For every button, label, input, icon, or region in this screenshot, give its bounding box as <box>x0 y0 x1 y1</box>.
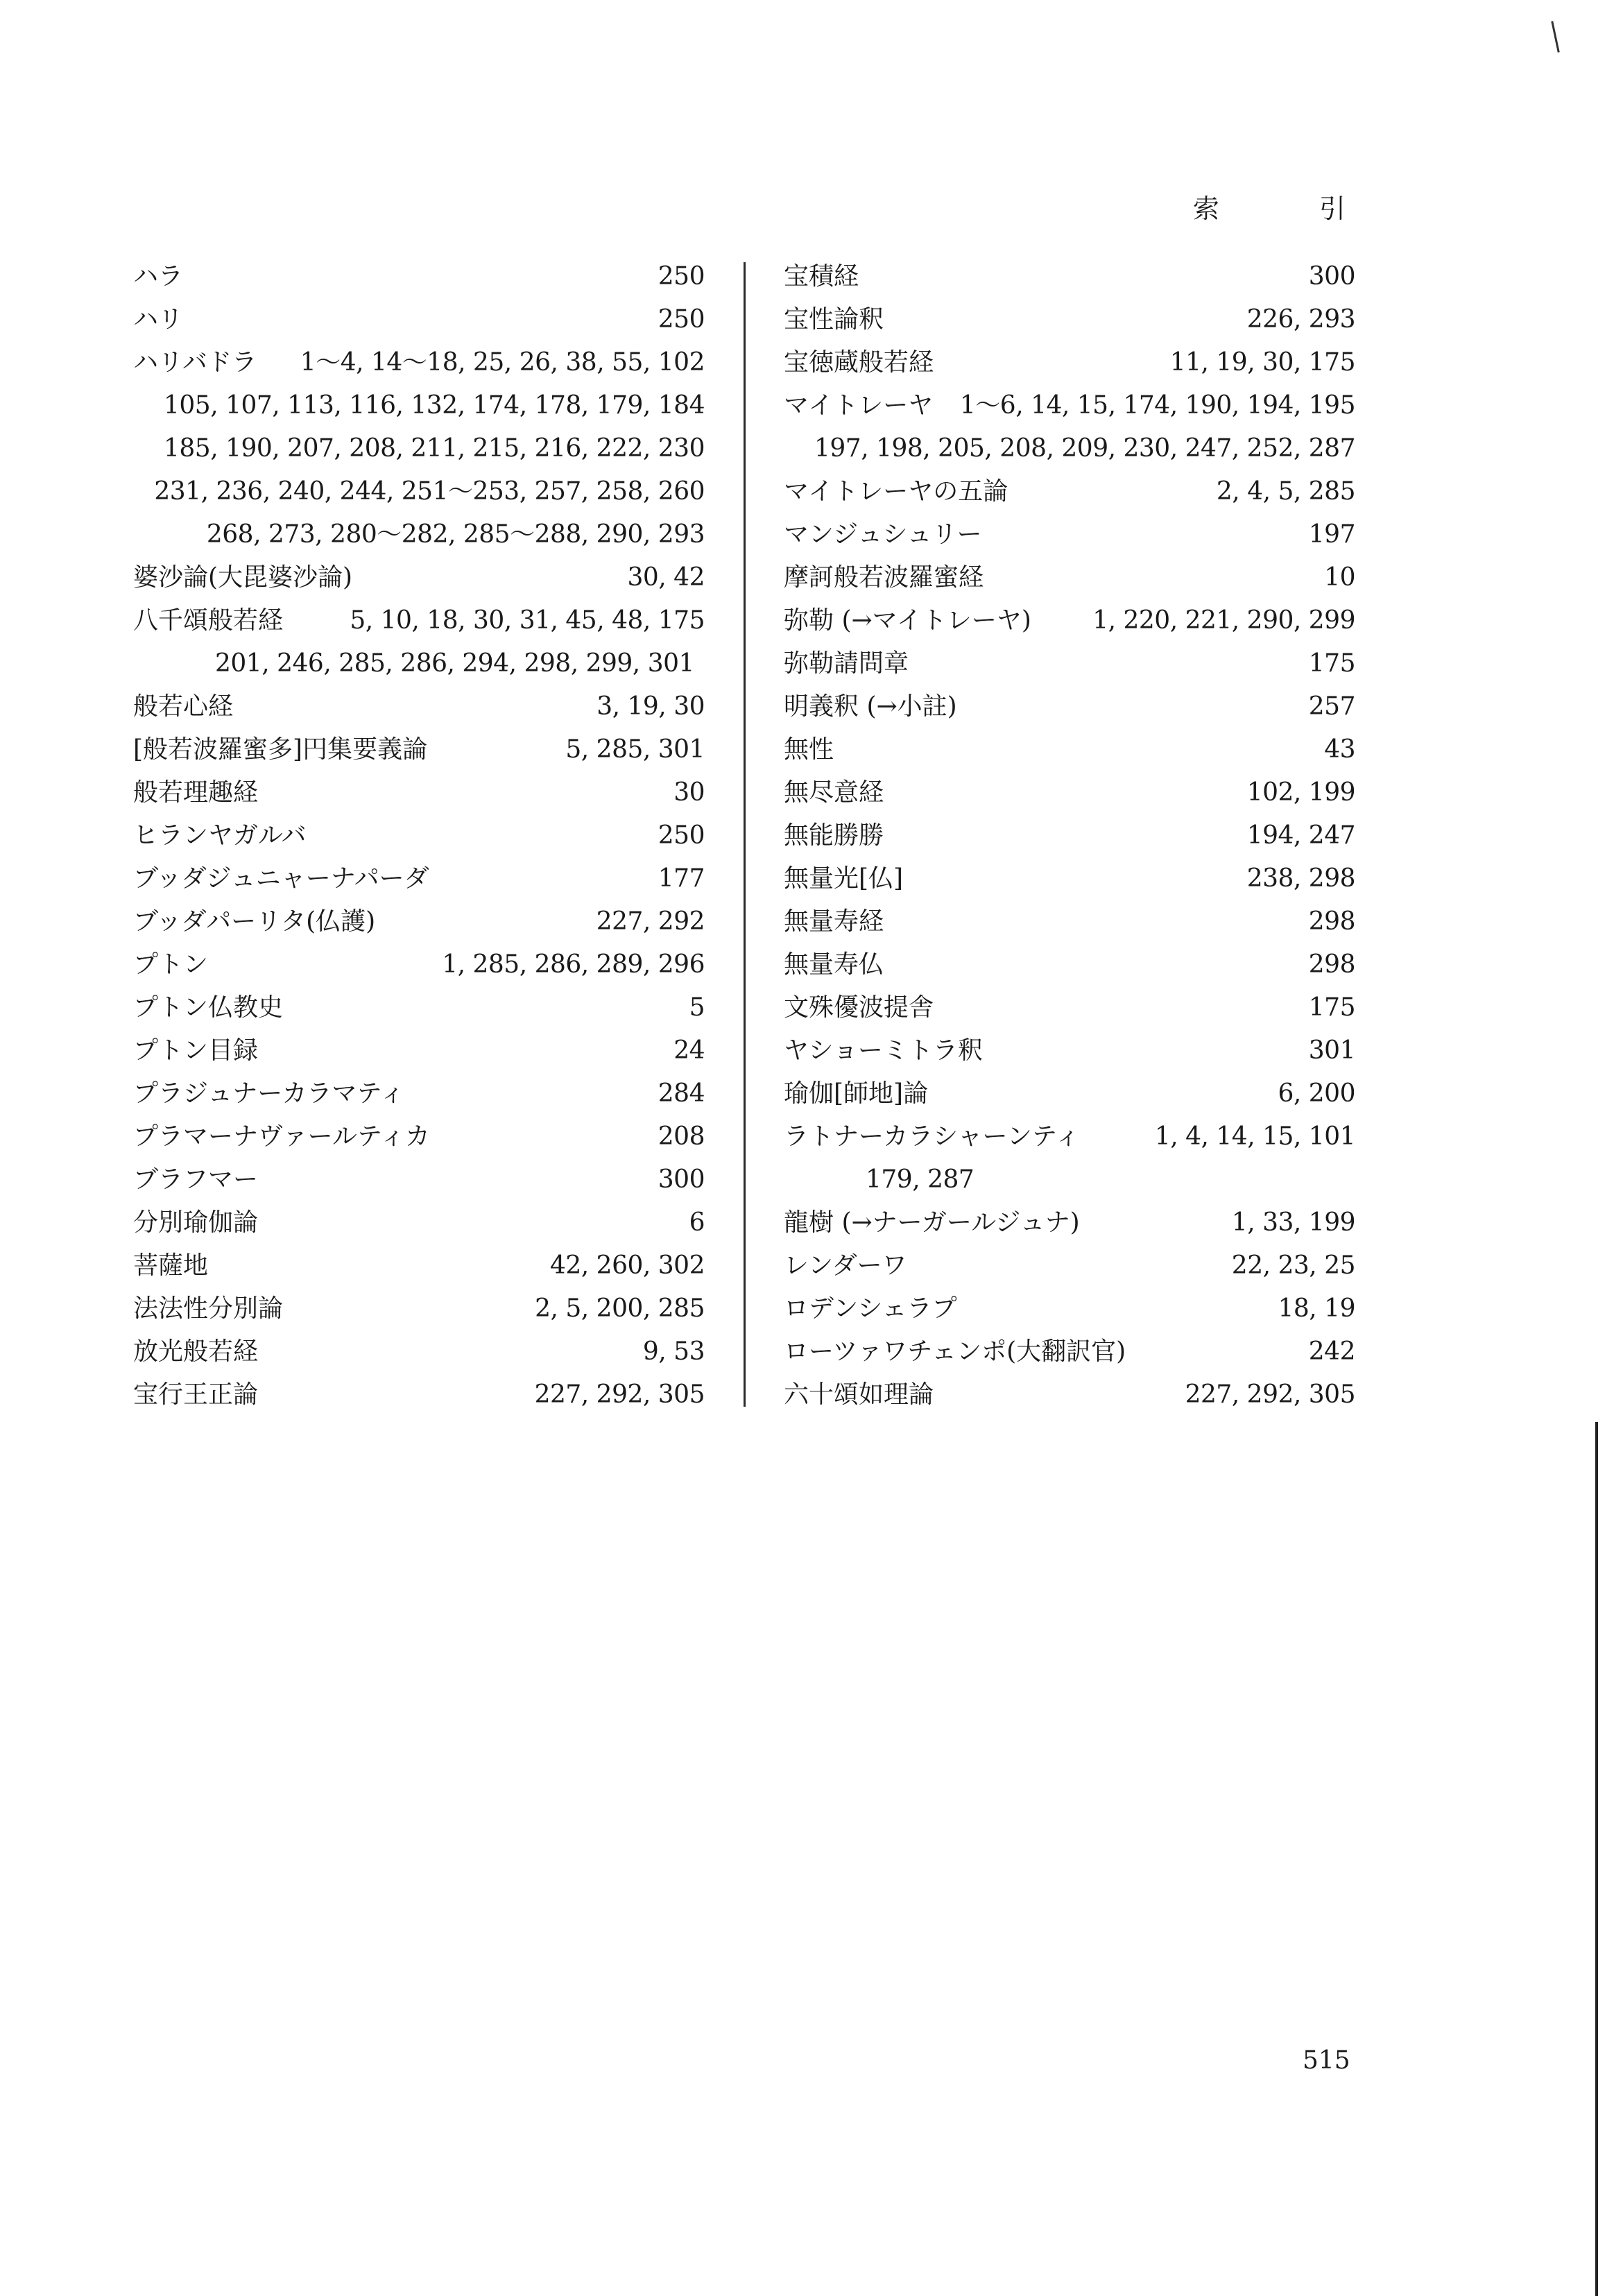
index-pages: 5, 285, 301 <box>565 735 705 764</box>
index-entry <box>133 1373 705 1416</box>
index-pages: 3, 19, 30 <box>596 692 705 721</box>
scan-mark <box>1551 21 1559 53</box>
index-pages: 6, 200 <box>1278 1079 1355 1108</box>
index-term: ハリバドラ <box>133 348 257 377</box>
index-entry <box>784 1330 1355 1373</box>
index-term: [般若波羅蜜多]円集要義論 <box>133 735 428 764</box>
index-term: 無尽意経 <box>784 778 884 807</box>
index-term: 摩訶般若波羅蜜経 <box>784 563 984 592</box>
index-pages: 5 <box>689 993 705 1022</box>
index-pages: 1～6, 14, 15, 174, 190, 194, 195 <box>959 391 1355 420</box>
page-title-char-2: 引 <box>1319 194 1346 224</box>
index-pages: 301 <box>1308 1036 1355 1065</box>
index-term: ヒランヤガルバ <box>133 821 307 850</box>
index-pages: 1～4, 14～18, 25, 26, 38, 55, 102 <box>300 348 705 377</box>
index-entry <box>133 1244 705 1287</box>
column-divider <box>744 262 746 1407</box>
index-entry <box>784 900 1355 943</box>
index-entry <box>784 341 1355 384</box>
index-pages: 208 <box>658 1122 705 1151</box>
index-term: 分別瑜伽論 <box>133 1208 259 1237</box>
index-term: 般若心経 <box>133 692 234 721</box>
index-term: 菩薩地 <box>133 1251 209 1280</box>
index-term: ハリ <box>133 305 184 334</box>
index-pages-continued: 185, 190, 207, 208, 211, 215, 216, 222, 230 <box>163 434 705 463</box>
index-entry <box>133 513 705 556</box>
index-pages-continued: 179, 287 <box>866 1165 974 1194</box>
index-pages: 30, 42 <box>627 563 705 592</box>
index-entry <box>133 771 705 814</box>
index-entry <box>784 1201 1355 1244</box>
index-pages-continued: 201, 246, 285, 286, 294, 298, 299, 301 <box>215 649 694 678</box>
index-entry <box>133 1115 705 1158</box>
index-pages: 18, 19 <box>1278 1294 1355 1323</box>
index-pages: 2, 5, 200, 285 <box>535 1294 705 1323</box>
index-pages: 42, 260, 302 <box>549 1251 705 1280</box>
index-entry <box>784 599 1355 642</box>
index-term: レンダーワ <box>784 1251 907 1280</box>
index-entry <box>133 1330 705 1373</box>
index-pages: 238, 298 <box>1246 864 1355 893</box>
index-pages: 1, 33, 199 <box>1231 1208 1355 1237</box>
index-term: ラトナーカラシャーンティ <box>784 1122 1080 1151</box>
index-entry <box>784 427 1355 470</box>
index-term: 宝性論釈 <box>784 305 884 334</box>
index-term: 無量光[仏] <box>784 864 904 893</box>
index-term: 宝積経 <box>784 262 859 291</box>
index-pages: 102, 199 <box>1246 778 1355 807</box>
index-pages: 250 <box>658 305 705 334</box>
index-pages: 227, 292, 305 <box>534 1380 705 1409</box>
index-term: 六十頌如理論 <box>784 1380 934 1409</box>
index-pages: 250 <box>658 262 705 291</box>
index-term: マンジュシュリー <box>784 520 982 549</box>
index-entry <box>133 1029 705 1072</box>
index-pages: 10 <box>1324 563 1355 592</box>
index-term: 法法性分別論 <box>133 1294 284 1323</box>
index-entry <box>784 1373 1355 1416</box>
index-entry <box>784 642 1355 685</box>
index-pages: 22, 23, 25 <box>1231 1251 1355 1280</box>
index-term: 無能勝勝 <box>784 821 884 850</box>
index-entry <box>133 685 705 728</box>
index-entry <box>784 1115 1355 1158</box>
index-term: ブッダパーリタ(仏護) <box>133 907 376 936</box>
index-term: 明義釈 (→小註) <box>784 692 957 721</box>
index-pages: 5, 10, 18, 30, 31, 45, 48, 175 <box>350 606 705 635</box>
index-term: プトン目録 <box>133 1036 259 1065</box>
index-pages: 227, 292 <box>596 907 705 936</box>
index-entry <box>784 943 1355 986</box>
index-entry <box>133 1072 705 1115</box>
index-term: 放光般若経 <box>133 1337 259 1366</box>
index-entry <box>133 1201 705 1244</box>
index-entry <box>784 255 1355 298</box>
index-entry <box>133 986 705 1029</box>
index-entry <box>133 728 705 771</box>
index-entry <box>133 814 705 857</box>
index-entry <box>133 427 705 470</box>
index-entry <box>784 814 1355 857</box>
index-term: プラジュナーカラマティ <box>133 1079 405 1108</box>
index-term: 龍樹 (→ナーガールジュナ) <box>784 1208 1080 1237</box>
index-pages: 9, 53 <box>642 1337 705 1366</box>
index-term: マイトレーヤの五論 <box>784 477 1008 506</box>
scan-edge-line <box>1595 1422 1598 2296</box>
index-pages: 226, 293 <box>1246 305 1355 334</box>
index-pages-continued: 197, 198, 205, 208, 209, 230, 247, 252, 287 <box>814 434 1355 463</box>
index-entry <box>133 1158 705 1201</box>
index-pages: 298 <box>1308 950 1355 979</box>
index-entry <box>133 900 705 943</box>
index-entry <box>133 943 705 986</box>
index-column-right <box>784 255 1355 1416</box>
index-pages: 175 <box>1308 649 1355 678</box>
index-term: ロデンシェラプ <box>784 1294 957 1323</box>
index-pages: 300 <box>1308 262 1355 291</box>
index-pages: 194, 247 <box>1246 821 1355 850</box>
index-pages: 300 <box>658 1165 705 1194</box>
index-pages: 250 <box>658 821 705 850</box>
index-entry <box>784 1158 1355 1201</box>
index-pages: 175 <box>1308 993 1355 1022</box>
index-term: ローツァワチェンポ(大翻訳官) <box>784 1337 1126 1366</box>
index-term: 弥勒請問章 <box>784 649 909 678</box>
index-entry <box>784 1287 1355 1330</box>
index-entry <box>784 728 1355 771</box>
index-term: 文殊優波提舎 <box>784 993 934 1022</box>
index-pages: 242 <box>1308 1337 1355 1366</box>
index-entry <box>784 513 1355 556</box>
index-entry <box>133 298 705 341</box>
index-entry <box>133 857 705 900</box>
index-pages-continued: 105, 107, 113, 116, 132, 174, 178, 179, 184 <box>163 391 705 420</box>
index-pages-continued: 268, 273, 280～282, 285～288, 290, 293 <box>206 520 705 549</box>
index-entry <box>784 1072 1355 1115</box>
index-pages: 6 <box>689 1208 705 1237</box>
page-title-char-1: 索 <box>1193 194 1220 224</box>
index-entry <box>133 341 705 384</box>
index-term: 婆沙論(大毘婆沙論) <box>133 563 353 592</box>
index-entry <box>784 986 1355 1029</box>
index-entry <box>784 384 1355 427</box>
index-entry <box>784 685 1355 728</box>
index-pages: 30 <box>673 778 705 807</box>
index-pages: 298 <box>1308 907 1355 936</box>
index-term: プトン仏教史 <box>133 993 284 1022</box>
index-pages: 1, 220, 221, 290, 299 <box>1092 606 1355 635</box>
index-entry <box>784 298 1355 341</box>
index-pages: 197 <box>1308 520 1355 549</box>
index-term: 無量寿仏 <box>784 950 884 979</box>
index-pages: 43 <box>1324 735 1355 764</box>
index-column-left <box>133 255 705 1416</box>
page-number: 515 <box>1303 2046 1350 2075</box>
index-entry <box>784 771 1355 814</box>
index-term: ブラフマー <box>133 1165 259 1194</box>
index-entry <box>784 857 1355 900</box>
index-entry <box>133 599 705 642</box>
index-pages: 177 <box>658 864 705 893</box>
index-pages: 11, 19, 30, 175 <box>1169 348 1355 377</box>
index-term: 宝徳蔵般若経 <box>784 348 934 377</box>
index-term: プラマーナヴァールティカ <box>133 1122 431 1151</box>
index-term: ブッダジュニャーナパーダ <box>133 864 429 893</box>
index-pages: 1, 285, 286, 289, 296 <box>442 950 705 979</box>
index-entry <box>133 642 705 685</box>
index-entry <box>784 470 1355 513</box>
page-title <box>1193 187 1346 225</box>
index-term: ヤショーミトラ釈 <box>784 1036 983 1065</box>
index-term: 宝行王正論 <box>133 1380 259 1409</box>
index-pages: 257 <box>1308 692 1355 721</box>
index-entry <box>133 556 705 599</box>
index-term: ハラ <box>133 262 184 291</box>
index-entry <box>133 1287 705 1330</box>
index-pages: 2, 4, 5, 285 <box>1216 477 1355 506</box>
index-term: 無性 <box>784 735 834 764</box>
index-pages: 24 <box>673 1036 705 1065</box>
index-entry <box>133 470 705 513</box>
index-pages: 227, 292, 305 <box>1185 1380 1355 1409</box>
index-entry <box>784 1029 1355 1072</box>
index-pages: 1, 4, 14, 15, 101 <box>1154 1122 1355 1151</box>
index-entry <box>784 1244 1355 1287</box>
index-term: 弥勒 (→マイトレーヤ) <box>784 606 1031 635</box>
index-pages-continued: 231, 236, 240, 244, 251～253, 257, 258, 260 <box>154 477 705 506</box>
index-term: マイトレーヤ <box>784 391 934 420</box>
index-term: 八千頌般若経 <box>133 606 284 635</box>
index-entry <box>133 255 705 298</box>
index-term: 瑜伽[師地]論 <box>784 1079 929 1108</box>
index-term: 無量寿経 <box>784 907 884 936</box>
index-entry <box>133 384 705 427</box>
index-term: 般若理趣経 <box>133 778 259 807</box>
index-entry <box>784 556 1355 599</box>
index-term: プトン <box>133 950 209 979</box>
index-pages: 284 <box>658 1079 705 1108</box>
